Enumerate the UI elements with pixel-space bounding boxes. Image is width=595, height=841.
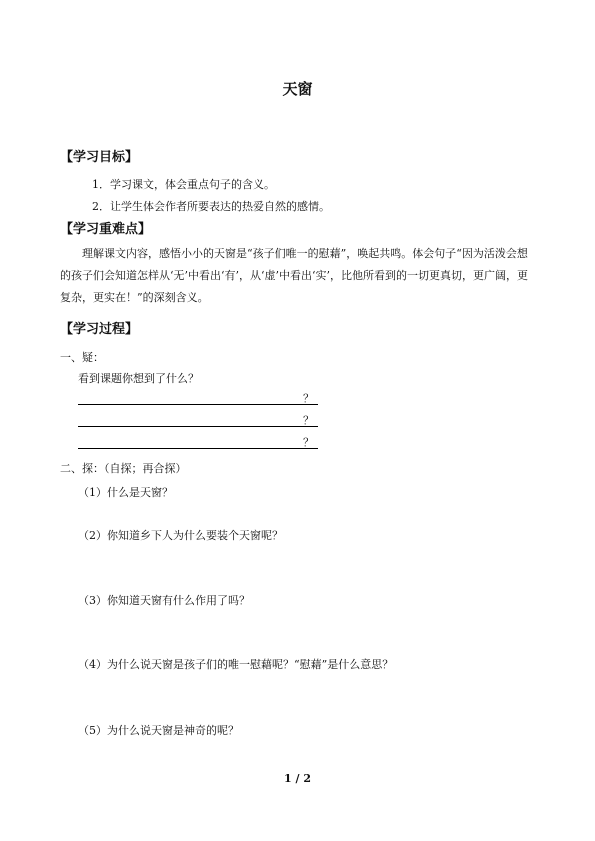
objective-item-1: 1．学习课文，体会重点句子的含义。	[92, 178, 275, 191]
part1-prompt: 看到课题你想到了什么？	[78, 372, 199, 385]
objectives-heading: 【学习目标】	[60, 150, 139, 165]
part1-label: 一、疑：	[60, 351, 104, 364]
key-points-heading: 【学习重难点】	[60, 222, 152, 237]
question-5: （5）为什么说天窗是神奇的呢？	[78, 724, 239, 737]
key-points-paragraph: 理解课文内容，感悟小小的天窗是“孩子们唯一的慰藉”，唤起共鸣。体会句子“因为活泼会想的孩子们会知道怎样从‘无’中看出‘有’，从‘虚’中看出‘实’，比他所看到的一切更真切，更广阔，更复杂，更实在！”的深刻含义。	[60, 247, 528, 304]
question-2: （2）你知道乡下人为什么要装个天窗呢？	[78, 529, 283, 542]
question-3: （3）你知道天窗有什么作用了吗？	[78, 594, 250, 607]
answer-line-1[interactable]	[78, 392, 318, 405]
answer-line-2[interactable]	[78, 414, 318, 427]
question-mark: ？	[303, 414, 314, 427]
part2-label: 二、探：（自探；再合探）	[60, 462, 187, 475]
question-1: （1）什么是天窗？	[78, 486, 173, 499]
question-mark: ？	[303, 436, 314, 449]
answer-line-3[interactable]	[78, 436, 318, 449]
page-number: 1 / 2	[284, 772, 311, 785]
objective-item-2: 2．让学生体会作者所要表达的热爱自然的感情。	[92, 200, 330, 213]
question-mark: ？	[303, 392, 314, 405]
process-heading: 【学习过程】	[60, 322, 139, 337]
page-title: 天窗	[282, 80, 313, 98]
question-4: （4）为什么说天窗是孩子们的唯一慰藉呢？“慰藉”是什么意思？	[78, 658, 394, 671]
